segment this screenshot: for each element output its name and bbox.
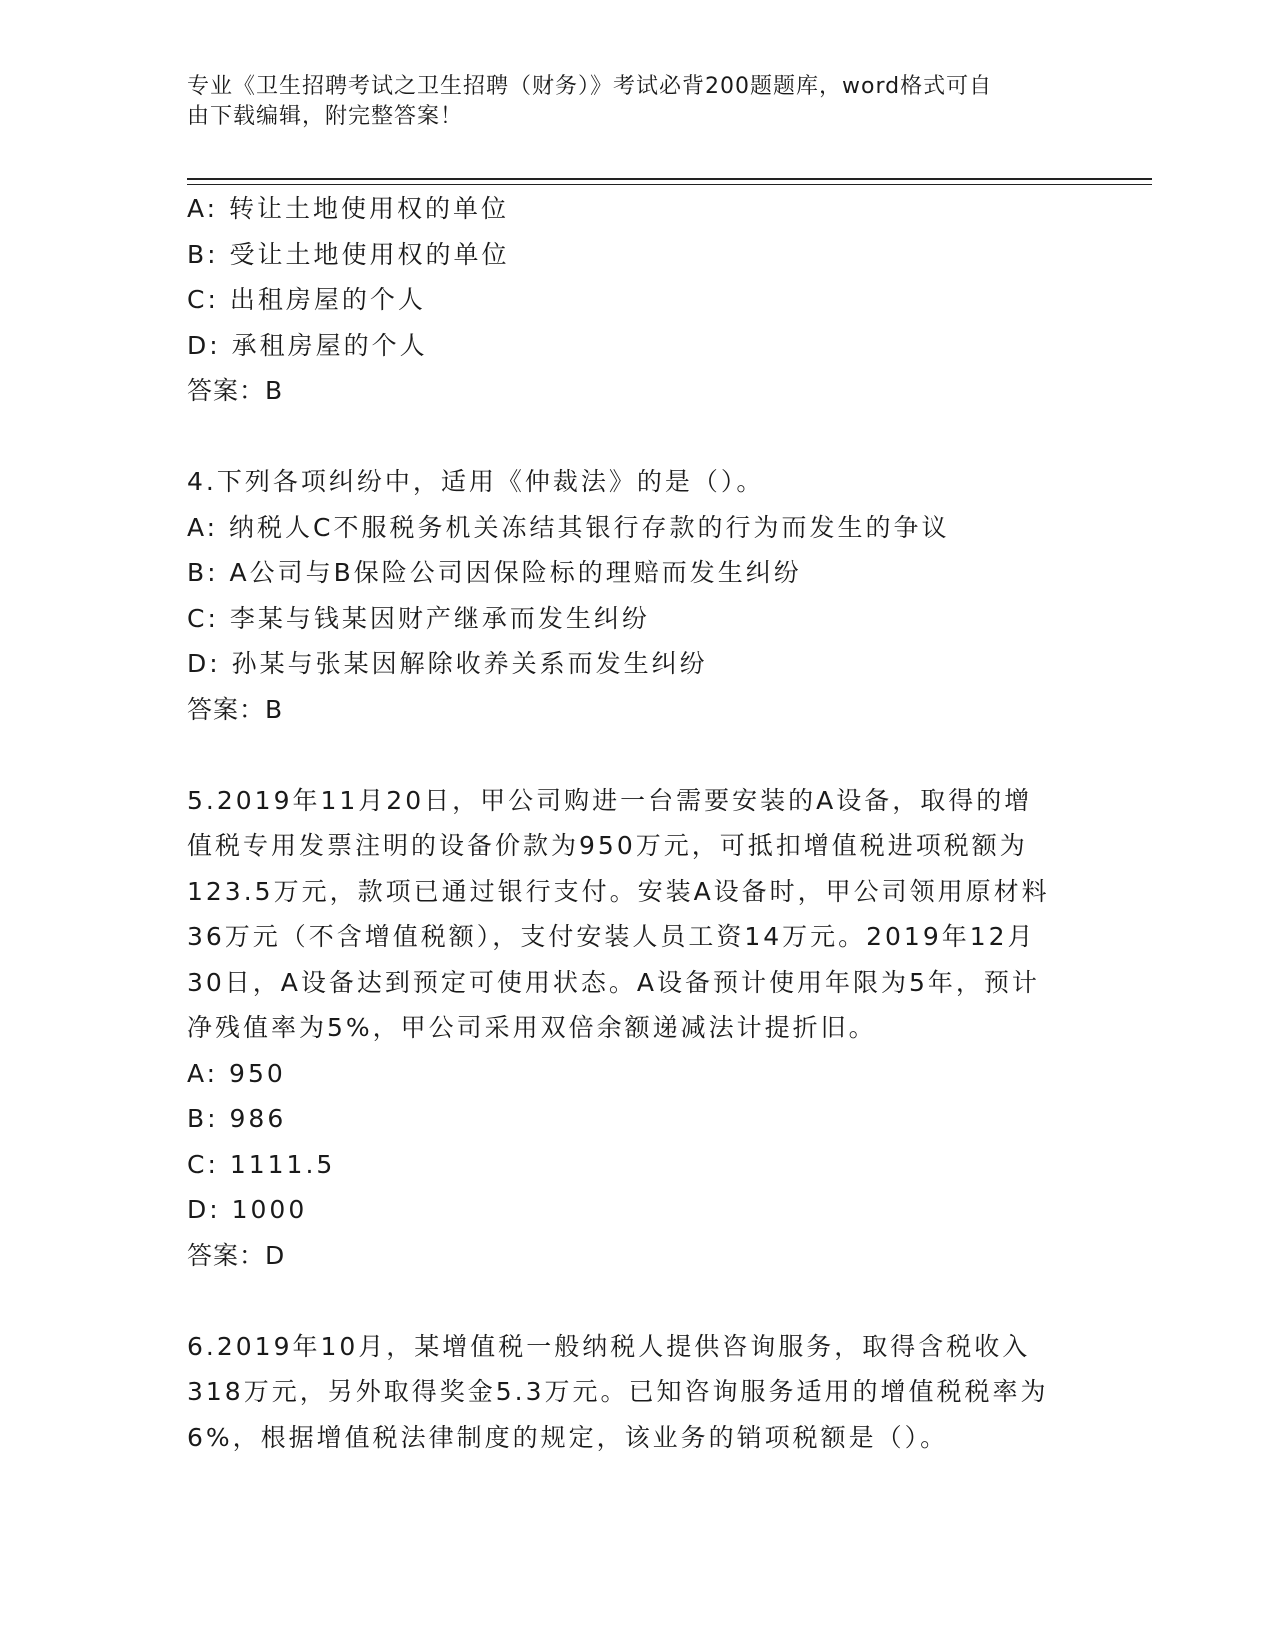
question-4-option-b: B: A公司与B保险公司因保险标的理赔而发生纠纷 [187,558,802,587]
question-3-option-a: A: 转让土地使用权的单位 [187,194,510,223]
question-3 [187,186,1087,414]
question-5-option-b: B: 986 [187,1104,287,1133]
question-6-text-line: 6%，根据增值税法律制度的规定，该业务的销项税额是（）。 [187,1422,949,1452]
header-divider-thin [187,184,1152,185]
spacer [187,414,1087,460]
question-list [187,186,1087,1460]
header-divider-thick [187,178,1152,180]
question-3-option-b: B: 受让土地使用权的单位 [187,239,510,269]
header-title-line-1: 专业《卫生招聘考试之卫生招聘（财务）》考试必背200题题库，word格式可自 [187,74,993,99]
question-4-option-a: A: 纳税人C不服税务机关冻结其银行存款的行为而发生的争议 [187,512,950,542]
question-4-answer: 答案：B [187,694,284,724]
question-5-text-line: 30日，A设备达到预定可使用状态。A设备预计使用年限为5年，预计 [187,967,1040,997]
question-5-text-line: 值税专用发票注明的设备价款为950万元，可抵扣增值税进项税额为 [187,831,1028,860]
question-3-answer: 答案：B [187,376,284,405]
question-5 [187,778,1087,1279]
question-6 [187,1324,1087,1461]
question-6-text-line: 6.2019年10月，某增值税一般纳税人提供咨询服务，取得含税收入 [187,1331,1031,1361]
question-3-option-c: C: 出租房屋的个人 [187,285,426,314]
question-5-option-c: C: 1111.5 [187,1149,336,1179]
spacer [187,732,1087,778]
question-5-text-line: 净残值率为5%，甲公司采用双倍余额递减法计提折旧。 [187,1013,877,1042]
question-5-text-line: 5.2019年11月20日，甲公司购进一台需要安装的A设备，取得的增 [187,785,1033,815]
spacer [187,1278,1087,1324]
question-6-text [187,1324,1087,1461]
header-title-line-2: 由下载编辑，附完整答案！ [187,104,464,129]
question-5-option-a: A: 950 [187,1058,286,1088]
question-5-text-line: 36万元（不含增值税额），支付安装人员工资14万元。2019年12月 [187,922,1036,951]
question-4-option-d: D: 孙某与张某因解除收养关系而发生纠纷 [187,649,708,678]
question-4-text: 4.下列各项纠纷中，适用《仲裁法》的是（）。 [187,467,765,496]
question-5-option-d: D: 1000 [187,1195,308,1224]
document-header [187,72,1067,132]
question-5-text [187,778,1087,1051]
question-4-option-c: C: 李某与钱某因财产继承而发生纠纷 [187,603,650,633]
question-5-text-line: 123.5万元，款项已通过银行支付。安装A设备时，甲公司领用原材料 [187,876,1050,906]
question-6-text-line: 318万元，另外取得奖金5.3万元。已知咨询服务适用的增值税税率为 [187,1377,1049,1406]
question-4 [187,459,1087,732]
question-5-answer: 答案：D [187,1240,286,1270]
question-3-option-d: D: 承租房屋的个人 [187,330,428,360]
